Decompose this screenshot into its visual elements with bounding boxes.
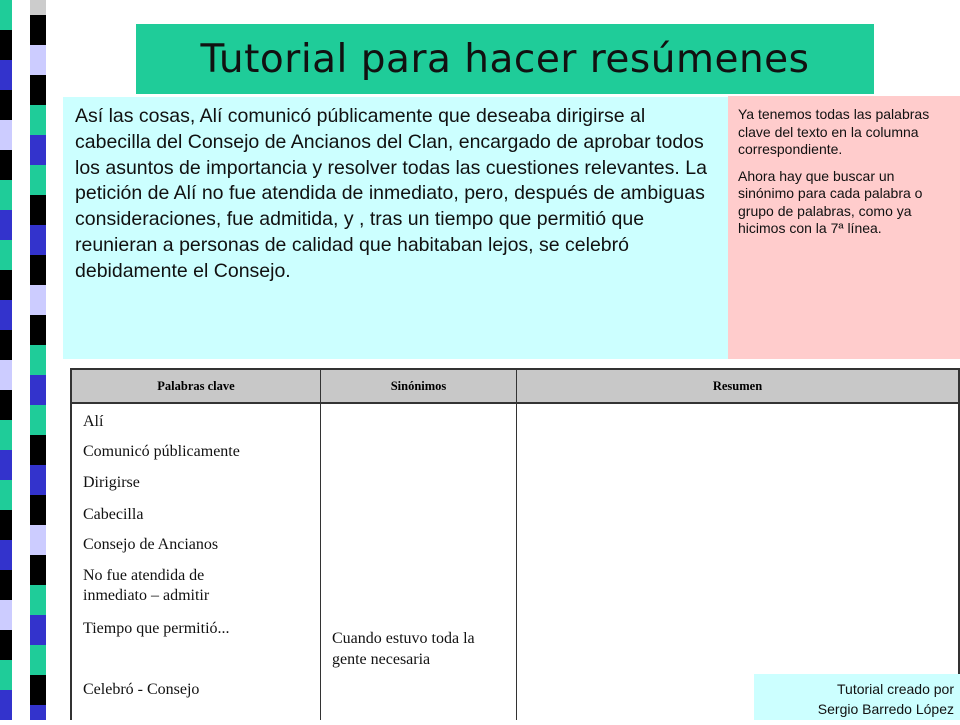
stripe-block (0, 660, 12, 690)
stripe-block (30, 555, 46, 585)
keyword-item: Consejo de Ancianos (83, 536, 219, 553)
stripe-block (30, 255, 46, 285)
stripe-block (0, 630, 12, 660)
stripe-block (0, 180, 12, 210)
stripe-block (30, 285, 46, 315)
table-body-row (72, 404, 958, 720)
stripe-block (0, 390, 12, 420)
stripe-block (30, 75, 46, 105)
keyword-item: No fue atendida de inmediato – admitir (83, 567, 210, 604)
header-keywords: Palabras clave (72, 370, 321, 402)
keyword-item: Cabecilla (83, 506, 144, 523)
stripe-block (30, 135, 46, 165)
stripe-block (30, 495, 46, 525)
page-title: Tutorial para hacer resúmenes (200, 36, 810, 82)
synonym-text: Cuando estuvo toda la gente necesaria (332, 630, 475, 668)
stripe-block (30, 615, 46, 645)
stripe-block (30, 705, 46, 720)
stripe-block (0, 240, 12, 270)
stripe-block (0, 90, 12, 120)
stripe-block (30, 195, 46, 225)
summary-cell (517, 404, 958, 720)
stripe-block (0, 600, 12, 630)
note-paragraph-2: Ahora hay que buscar un sinónimo para cada palabra o grupo de palabras, como ya hicimos con la 7ª línea. (738, 167, 923, 236)
stripe-block (30, 375, 46, 405)
stripe-block (0, 480, 12, 510)
stripe-block (0, 570, 12, 600)
stripe-block (30, 165, 46, 195)
keyword-item: Comunicó públicamente (83, 443, 240, 460)
stripe-block (0, 120, 12, 150)
stripe-block (0, 450, 12, 480)
credit-box (754, 674, 960, 720)
stripe-block (0, 420, 12, 450)
header-summary: Resumen (712, 378, 763, 393)
passage-text-box (63, 97, 730, 359)
note-paragraph-1: Ya tenemos todas las palabras clave del texto en la columna correspondiente. (738, 106, 930, 157)
stripe-block (30, 15, 46, 45)
keyword-item: Dirigirse (83, 474, 140, 491)
stripe-pattern (0, 0, 48, 720)
stripe-block (0, 690, 12, 720)
keyword-item: Tiempo que permitió... (83, 620, 230, 637)
decorative-stripe (0, 0, 48, 720)
credit-author: Sergio Barredo López (817, 701, 954, 717)
stripe-block (30, 345, 46, 375)
stripe-block (0, 300, 12, 330)
stripe-block (30, 405, 46, 435)
title-banner (136, 24, 874, 94)
table-header-row (72, 370, 958, 404)
stripe-block (0, 150, 12, 180)
stripe-block (30, 435, 46, 465)
stripe-block (0, 540, 12, 570)
stripe-block (30, 675, 46, 705)
summary-table (70, 368, 960, 720)
stripe-block (30, 645, 46, 675)
stripe-block (0, 0, 12, 30)
stripe-block (30, 465, 46, 495)
credit-line-1: Tutorial creado por (837, 681, 954, 697)
stripe-block (0, 360, 12, 390)
stripe-block (0, 330, 12, 360)
keyword-item: Celebró - Consejo (83, 681, 200, 698)
instruction-note (728, 96, 960, 359)
stripe-block (0, 510, 12, 540)
stripe-block (30, 585, 46, 615)
stripe-block (30, 525, 46, 555)
stripe-block (30, 225, 46, 255)
header-synonyms: Sinónimos (321, 370, 517, 402)
stripe-block (30, 45, 46, 75)
stripe-block (30, 105, 46, 135)
keywords-cell (72, 404, 321, 720)
synonyms-cell (321, 404, 517, 720)
stripe-block (0, 270, 12, 300)
stripe-block (0, 30, 12, 60)
keyword-item: Alí (83, 413, 104, 430)
stripe-block (30, 315, 46, 345)
passage-text: Así las cosas, Alí comunicó públicamente que deseaba dirigirse al cabecilla del Consejo de Ancianos del Clan, encargado de aprobar todos los asuntos de importancia y resolver todas las cuestiones relevantes. La petición de Alí no fue atendida de inmediato, pero, después de ambiguas consideraciones, fue admitida, y , tras un tiempo que permitió que reunieran a personas de calidad que habitaban lejos, se celebró debidamente el Consejo. (75, 105, 707, 282)
stripe-block (0, 60, 12, 90)
stripe-block (0, 210, 12, 240)
